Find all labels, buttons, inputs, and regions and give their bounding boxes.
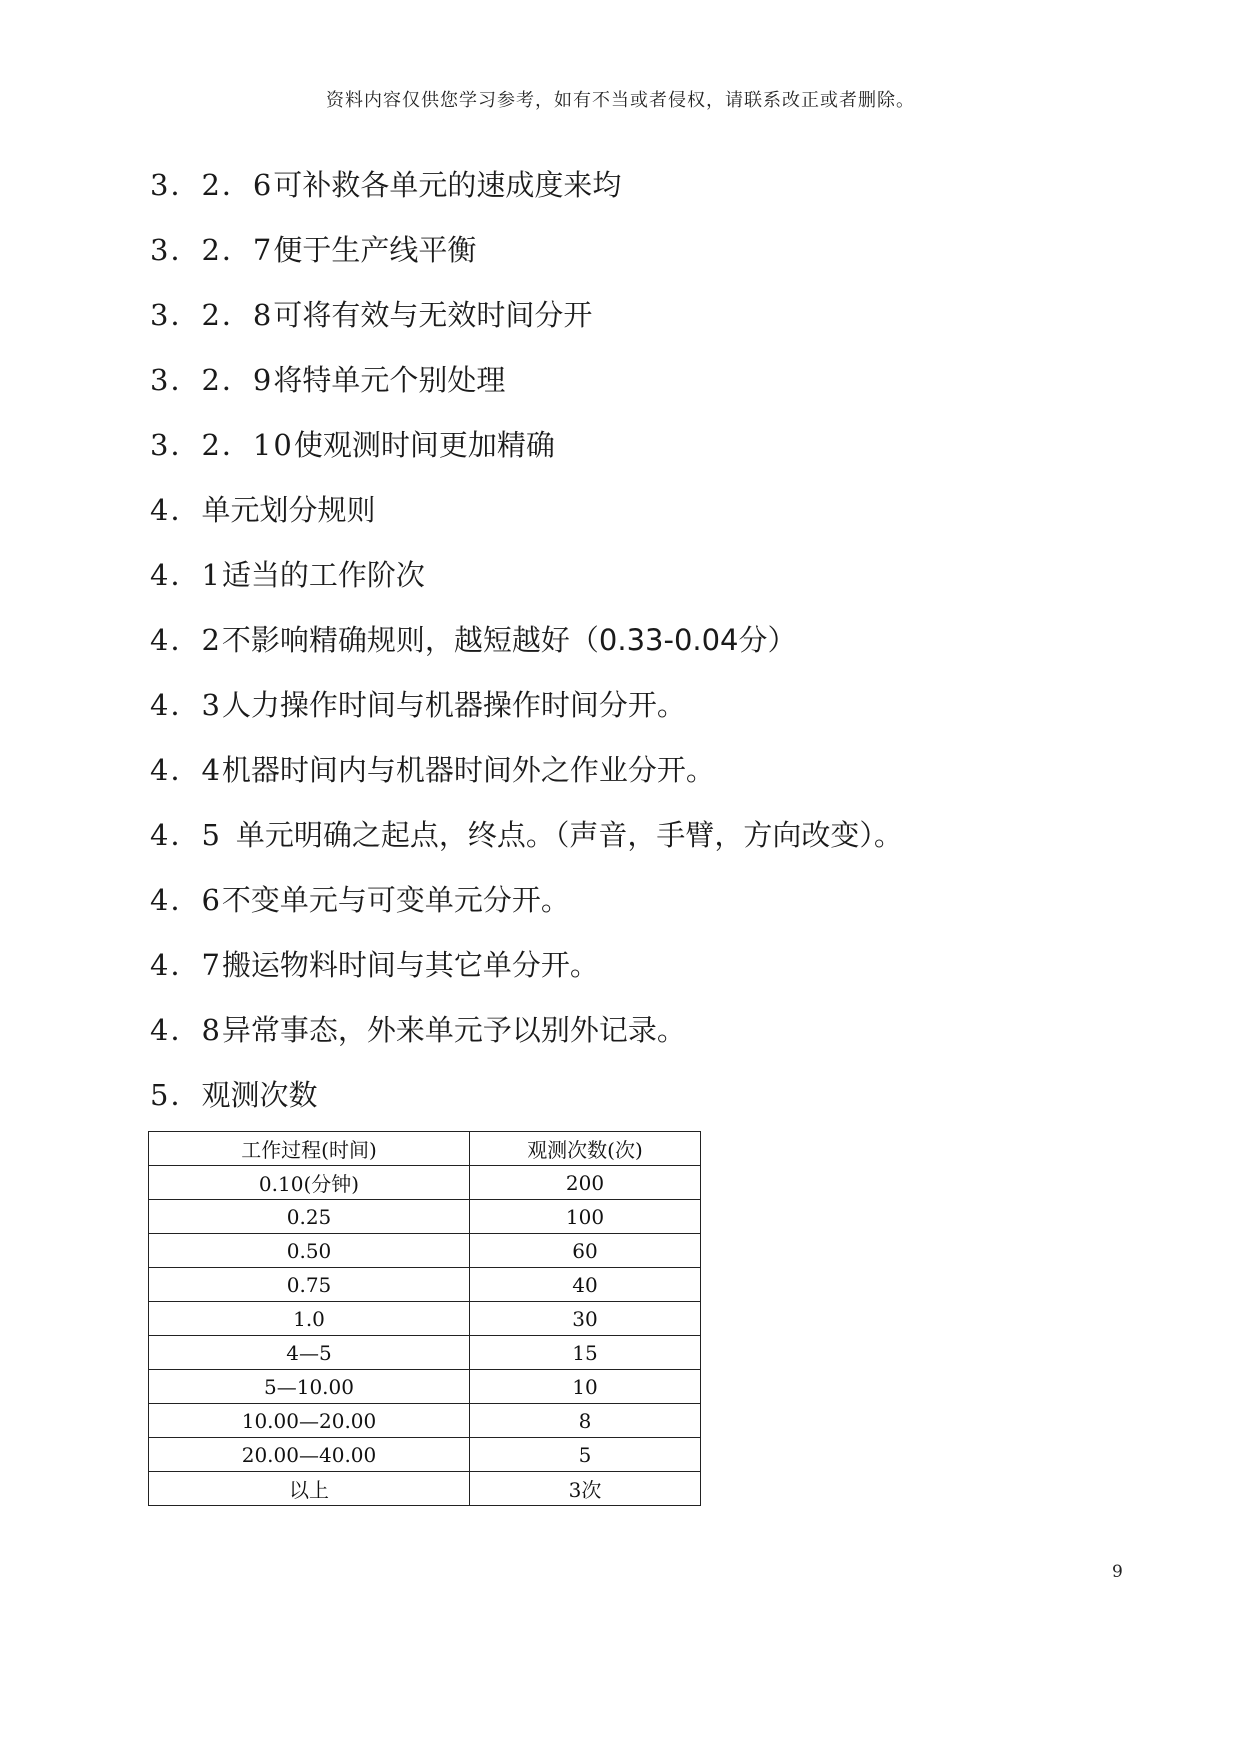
line-3-2-8 xyxy=(150,298,592,332)
line-number: 3．2．7 xyxy=(150,233,274,267)
cell-work-process: 20.00—40.00 xyxy=(149,1438,470,1472)
line-3-2-10 xyxy=(150,428,555,462)
line-text: 异常事态，外来单元予以别外记录。 xyxy=(221,1013,686,1047)
line-4-5 xyxy=(150,818,903,852)
cell-observation-count: 3次 xyxy=(470,1472,701,1506)
line-number: 4．1 xyxy=(150,558,222,592)
line-number: 4．7 xyxy=(150,948,222,982)
line-text: 单元明确之起点，终点。（声音，手臂，方向改变）。 xyxy=(235,818,903,852)
line-text: 使观测时间更加精确 xyxy=(293,428,555,462)
line-number: 4．8 xyxy=(150,1013,222,1047)
line-number: 4．3 xyxy=(150,688,222,722)
table-header-row xyxy=(149,1132,701,1166)
line-text: 机器时间内与机器时间外之作业分开。 xyxy=(221,753,715,787)
cell-work-process: 0.10(分钟) xyxy=(149,1166,470,1200)
line-number: 4．5 xyxy=(150,818,222,852)
cell-work-process: 以上 xyxy=(149,1472,470,1506)
line-text: 不变单元与可变单元分开。 xyxy=(221,883,570,917)
line-number: 4．6 xyxy=(150,883,222,917)
line-number: 4．4 xyxy=(150,753,222,787)
line-number: 3．2．10 xyxy=(150,428,294,462)
cell-observation-count: 5 xyxy=(470,1438,701,1472)
table-row xyxy=(149,1200,701,1234)
cell-observation-count: 15 xyxy=(470,1336,701,1370)
line-number: 4． xyxy=(150,493,202,527)
line-3-2-6 xyxy=(150,168,621,202)
cell-observation-count: 60 xyxy=(470,1234,701,1268)
table-row xyxy=(149,1438,701,1472)
line-text: 观测次数 xyxy=(201,1078,318,1112)
line-3-2-7 xyxy=(150,233,476,267)
table-row xyxy=(149,1336,701,1370)
line-text: 将特单元个别处理 xyxy=(273,363,506,397)
line-text: 可将有效与无效时间分开 xyxy=(273,298,593,332)
line-text: 人力操作时间与机器操作时间分开。 xyxy=(221,688,686,722)
line-3-2-9 xyxy=(150,363,505,397)
section-4-heading xyxy=(150,493,375,527)
line-text: 便于生产线平衡 xyxy=(273,233,477,267)
line-4-6 xyxy=(150,883,570,917)
cell-work-process: 1.0 xyxy=(149,1302,470,1336)
cell-observation-count: 100 xyxy=(470,1200,701,1234)
line-4-1 xyxy=(150,558,425,592)
line-number: 3．2．6 xyxy=(150,168,274,202)
line-text: 单元划分规则 xyxy=(201,493,376,527)
section-5-heading xyxy=(150,1078,317,1112)
cell-work-process: 10.00—20.00 xyxy=(149,1404,470,1438)
table-row xyxy=(149,1268,701,1302)
page-header-disclaimer: 资料内容仅供您学习参考，如有不当或者侵权，请联系改正或者删除。 xyxy=(326,90,915,111)
line-number: 3．2．9 xyxy=(150,363,274,397)
table-row xyxy=(149,1370,701,1404)
line-text: 不影响精确规则，越短越好（0.33-0.04分） xyxy=(221,623,797,657)
cell-observation-count: 30 xyxy=(470,1302,701,1336)
line-4-2 xyxy=(150,623,797,657)
observation-count-table xyxy=(148,1131,701,1506)
cell-observation-count: 10 xyxy=(470,1370,701,1404)
cell-work-process: 0.50 xyxy=(149,1234,470,1268)
cell-observation-count: 8 xyxy=(470,1404,701,1438)
line-number: 3．2．8 xyxy=(150,298,274,332)
table-row xyxy=(149,1166,701,1200)
line-number: 4．2 xyxy=(150,623,222,657)
line-text: 适当的工作阶次 xyxy=(221,558,425,592)
line-4-3 xyxy=(150,688,686,722)
cell-work-process: 0.75 xyxy=(149,1268,470,1302)
table-row xyxy=(149,1404,701,1438)
table-row xyxy=(149,1302,701,1336)
line-4-8 xyxy=(150,1013,686,1047)
cell-work-process: 0.25 xyxy=(149,1200,470,1234)
page-number: 9 xyxy=(1112,1562,1123,1582)
cell-observation-count: 200 xyxy=(470,1166,701,1200)
column-header-observation-count: 观测次数(次) xyxy=(470,1132,701,1166)
table-row xyxy=(149,1234,701,1268)
line-4-4 xyxy=(150,753,715,787)
line-4-7 xyxy=(150,948,599,982)
cell-work-process: 4—5 xyxy=(149,1336,470,1370)
column-header-work-process: 工作过程(时间) xyxy=(149,1132,470,1166)
cell-observation-count: 40 xyxy=(470,1268,701,1302)
line-text: 可补救各单元的速成度来均 xyxy=(273,168,622,202)
line-number: 5． xyxy=(150,1078,202,1112)
table-row xyxy=(149,1472,701,1506)
line-text: 搬运物料时间与其它单分开。 xyxy=(221,948,599,982)
cell-work-process: 5—10.00 xyxy=(149,1370,470,1404)
